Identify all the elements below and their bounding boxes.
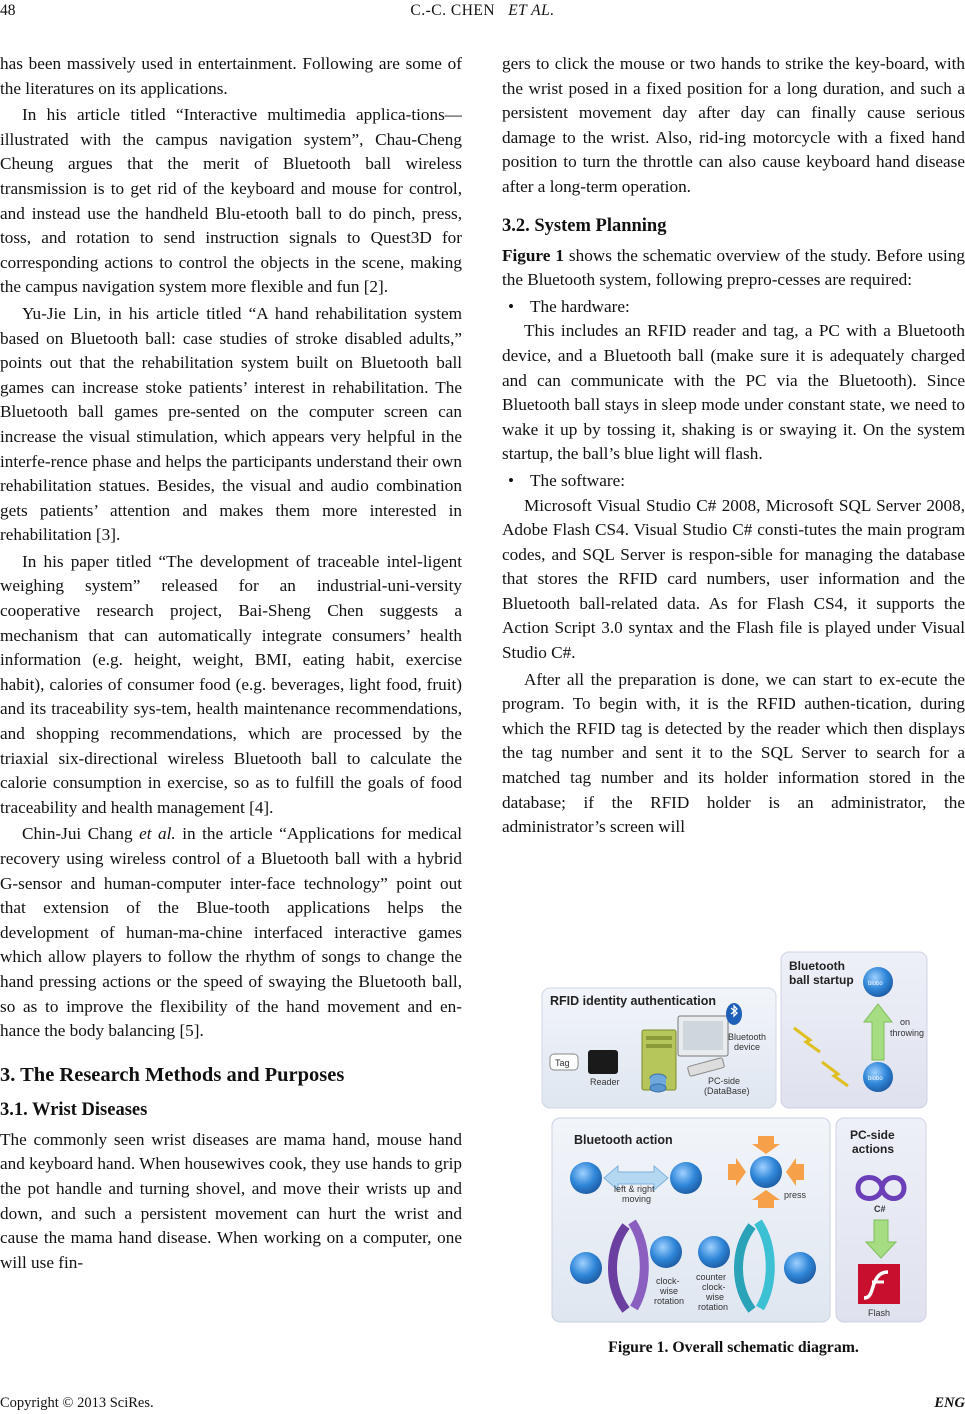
tag-label: Tag <box>555 1058 570 1068</box>
startup-title-1: Bluetooth <box>789 959 845 973</box>
left-column <box>0 52 462 1275</box>
bullet-item: • The hardware: <box>502 295 965 320</box>
bt-device-label-2: device <box>734 1042 761 1052</box>
ball-icon <box>750 1156 782 1188</box>
author-ref: Chin-Jui Chang <box>22 824 133 844</box>
running-head-authors <box>0 2 965 20</box>
left-right-label-2: moving <box>622 1194 652 1204</box>
pc-side-label-2: (DataBase) <box>704 1086 750 1096</box>
ball-icon <box>784 1252 816 1284</box>
paragraph: This includes an RFID reader and tag, a PC with a Bluetooth device, and a Bluetooth ball (make sure it is adequately charged and can communicate with the PC via the Bluetooth). Since Bluetooth ball stays in sleep mode under constant state, we need to wake it up by tossing it, shaking is or swaying it. On the system startup, the ball’s blue light will flash. <box>502 321 965 464</box>
counter-label-1: counter <box>696 1272 727 1282</box>
ball-label: blobo <box>868 981 883 987</box>
bt-device-label-1: Bluetooth <box>728 1032 767 1042</box>
ball-icon <box>650 1236 682 1268</box>
bullet-list <box>502 469 965 494</box>
paragraph: The commonly seen wrist diseases are mama hand, mouse hand and keyboard hand. When housewives cook, they use hands to grip the pot handle and turning shovel, and move their wrists up and down, and such a persistent movement can hurt the wrist and cause the mama hand disease. When working on a computer, one will use fin- <box>0 1129 462 1272</box>
author-name: C.-C. CHEN <box>410 2 496 19</box>
figure-caption: Figure 1. Overall schematic diagram. <box>608 1339 859 1356</box>
et-al: ET AL. <box>508 2 555 19</box>
schematic-diagram <box>538 950 930 1330</box>
paragraph: Microsoft Visual Studio C# 2008, Microsoft SQL Server 2008, Adobe Flash CS4. Visual Studio C# consti-tutes the main program codes, and SQL Server is respon-sible for managing the database that stores the RFID card numbers, user information and the Bluetooth ball-related data. As for Flash CS4, it supports the Action Script 3.0 syntax and the Flash file is played under Visual Studio C#. <box>502 495 965 663</box>
section-heading: 3. The Research Methods and Purposes <box>0 1063 345 1086</box>
bluetooth-action-panel <box>552 1118 830 1322</box>
pc-actions-title-1: PC-side <box>850 1128 895 1142</box>
startup-title-2: ball startup <box>789 973 854 987</box>
rfid-panel <box>542 988 776 1108</box>
pc-side-label-1: PC-side <box>708 1076 741 1086</box>
paragraph <box>0 822 462 1043</box>
reader-icon <box>588 1050 618 1074</box>
on-throwing-label-1: on <box>900 1017 911 1027</box>
clockwise-label-2: wise <box>660 1286 679 1296</box>
right-column <box>502 52 965 840</box>
left-right-label-1: left & right <box>614 1184 655 1194</box>
ball-icon <box>698 1236 730 1268</box>
counter-label-3: wise <box>706 1292 725 1302</box>
bt-action-title: Bluetooth action <box>574 1133 673 1147</box>
counter-label-2: clock- <box>702 1282 726 1292</box>
ball-startup-panel <box>781 952 927 1108</box>
paragraph-text: in the article “Applications for medical recovery using wireless control of a Bluetooth ball with a hybrid G-sensor and human-computer inter-face technology” point out that extension of the Blue-tooth applications helps the development of human-ma-chine interfaced interactive games which allow players to follow the rhythm of songs to change the hand pressing actions or the speed of swaying the Bluetooth ball, so as to improve the flexibility of the hand movement and en-hance the body balancing [5]. <box>0 824 462 1041</box>
paragraph <box>502 244 965 293</box>
on-throwing-label-2: throwing <box>890 1028 925 1038</box>
clockwise-label-3: rotation <box>654 1296 685 1306</box>
counter-label-4: rotation <box>698 1302 729 1312</box>
ball-icon <box>570 1162 602 1194</box>
running-head <box>0 2 965 24</box>
subsection-heading: 3.1. Wrist Diseases <box>0 1099 148 1120</box>
paragraph-text: shows the schematic overview of the study. Before using the Bluetooth system, following prepro-cesses are required: <box>502 245 965 290</box>
pc-actions-title-2: actions <box>852 1142 895 1156</box>
clockwise-label-1: clock- <box>656 1276 680 1286</box>
paragraph: Yu-Jie Lin, in his article titled “A hand rehabilitation system based on Bluetooth ball: case studies of stroke disabled adults,” points out that the rehabilitation system built on Bluetooth ball games can increase stoke patients’ interest in rehabilitation. The Bluetooth ball games pre-sented on the computer screen can increase the visual stimulation, which appears very helpful in the interfe-rence phase and helps the participants understand their own rehabilitation statues. Besides, the visual and audio combination gets patients’ attention and makes them more interested in rehabilitation [3]. <box>0 303 462 545</box>
paragraph: In his article titled “Interactive multimedia applica-tions—illustrated with the campus navigation system”, Chau-Cheng Cheung argues that the merit of Bluetooth ball wireless transmission is to get rid of the keyboard and mouse for control, and instead use the handheld Blu-etooth ball to do pinch, press, toss, and rotation to send instruction signals to Quest3D for corresponding actions to control the objects in the scene, making the campus navigation system more flexible and fun [2]. <box>0 105 462 297</box>
figure-1-schematic <box>538 950 930 1330</box>
journal-abbrev: ENG <box>934 1395 965 1411</box>
page-number: 48 <box>0 2 16 19</box>
flash-label: Flash <box>868 1308 891 1318</box>
reader-label: Reader <box>590 1077 620 1087</box>
bullet-list <box>502 295 965 320</box>
pc-actions-panel <box>836 1118 926 1322</box>
press-label: press <box>784 1190 807 1200</box>
paragraph: In his paper titled “The development of traceable intel-ligent weighing system” released for an industrial-uni-versity cooperative research project, Bai-Sheng Chen suggests a mechanism that can automatically integrate consumers’ health information (e.g. height, weight, BMI, eating habit, exercise habit), calories of consumer food (e.g. beverages, light food, fruit) and its traceability sys-tem, health maintenance recommendations, and shopping recommendations, which are processed by the triaxial six-directional wireless Bluetooth ball to calculate the calorie consumption in exercise, so as to fulfill the goals of food traceability and health management [4]. <box>0 551 462 817</box>
rfid-title: RFID identity authentication <box>550 994 716 1008</box>
paragraph: has been massively used in entertainment. Following are some of the literatures on its applications. <box>0 54 462 98</box>
figure-ref: Figure 1 <box>502 245 564 265</box>
ball-icon <box>570 1252 602 1284</box>
et-al-ref: et al. <box>139 824 176 844</box>
bullet-item: • The software: <box>502 469 965 494</box>
subsection-heading: 3.2. System Planning <box>502 215 667 236</box>
paragraph: After all the preparation is done, we can start to ex-ecute the program. To begin with, it is the RFID authen-tication, during which the RFID tag is detected by the reader which then displays the tag number and sent it to the SQL Server to search for a matched tag number and its holder information stored in the database; if the RFID holder is an administrator, the administrator’s screen will <box>502 669 965 837</box>
csharp-label: C# <box>874 1204 886 1214</box>
ball-label: blobo <box>868 1076 883 1082</box>
copyright: Copyright © 2013 SciRes. <box>0 1395 154 1411</box>
ball-icon <box>670 1162 702 1194</box>
paragraph: gers to click the mouse or two hands to strike the key-board, with the wrist posed in a fixed position for a long duration, and such a persistent movement day after day can finally cause serious damage to the wrist. Also, rid-ing motorcycle with a fixed hand position to turn the throttle can also cause keyboard hand disease after a long-term operation. <box>502 54 965 196</box>
